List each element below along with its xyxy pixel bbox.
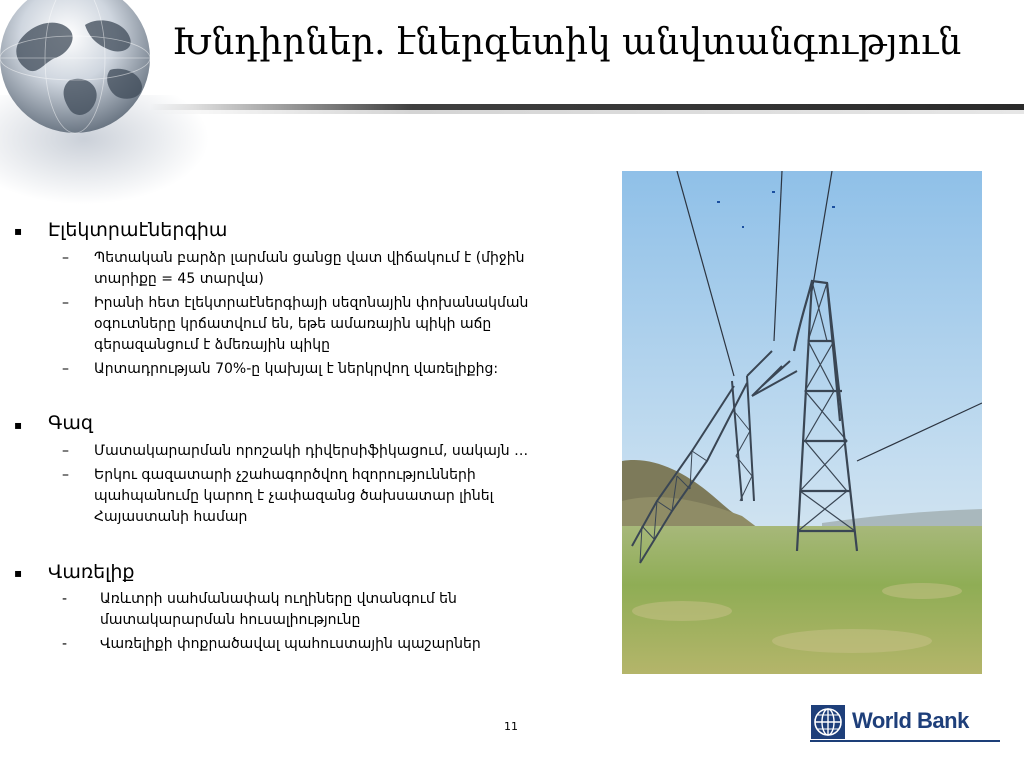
page-number: 11 bbox=[504, 720, 518, 733]
dash-marker: – bbox=[62, 250, 69, 266]
world-bank-logo-icon bbox=[810, 704, 846, 740]
list-item: Իրանի հետ էլեկտրաէներգիայի սեզոնային փոխանակման օգուտները կրճատվում են, եթե ամառային պիկի աճը գերազանցում է ձմեռային պիկը bbox=[94, 295, 529, 353]
list-item: Վառելիքի փոքրածավալ պահուստային պաշարներ bbox=[100, 636, 481, 652]
dash-marker: – bbox=[62, 467, 69, 483]
globe-icon bbox=[0, 0, 160, 160]
collapsed-tower-photo bbox=[622, 171, 982, 674]
bullet-marker: ▪ bbox=[14, 418, 23, 432]
dash-marker: – bbox=[62, 361, 69, 377]
world-bank-wordmark: World Bank bbox=[852, 708, 969, 733]
bullet-marker: ▪ bbox=[14, 224, 23, 238]
section-heading-electricity: Էլեկտրաէներգիա bbox=[48, 219, 228, 241]
dash-marker: – bbox=[62, 443, 69, 459]
section-heading-gas: Գազ bbox=[48, 412, 93, 434]
logo-underline bbox=[810, 740, 1000, 742]
list-item: Մատակարարման որոշակի դիվերսիֆիկացում, սակայն … bbox=[94, 443, 529, 459]
list-item: Արտադրության 70%-ը կախյալ է ներկրվող վառելիքից: bbox=[94, 361, 499, 377]
dash-marker: - bbox=[62, 636, 68, 652]
dash-marker: – bbox=[62, 295, 69, 311]
section-heading-fuel: Վառելիք bbox=[48, 561, 135, 583]
title-divider-shade bbox=[150, 110, 1024, 114]
list-item: Երկու գազատարի չշահագործվող հզորությունների պահպանումը կարող է չափազանց ծախսատար լինել Հայաստանի համար bbox=[94, 467, 494, 525]
list-item: Առևտրի սահմանափակ ուղիները վտանգում են մատակարարման հուսալիությունը bbox=[100, 591, 457, 628]
bullet-marker: ▪ bbox=[14, 566, 23, 580]
slide-title: Խնդիրներ. էներգետիկ անվտանգություն bbox=[172, 22, 962, 63]
list-item: Պետական բարձր լարման ցանցը վատ վիճակում է (միջին տարիքը = 45 տարվա) bbox=[94, 250, 525, 287]
dash-marker: - bbox=[62, 591, 68, 607]
